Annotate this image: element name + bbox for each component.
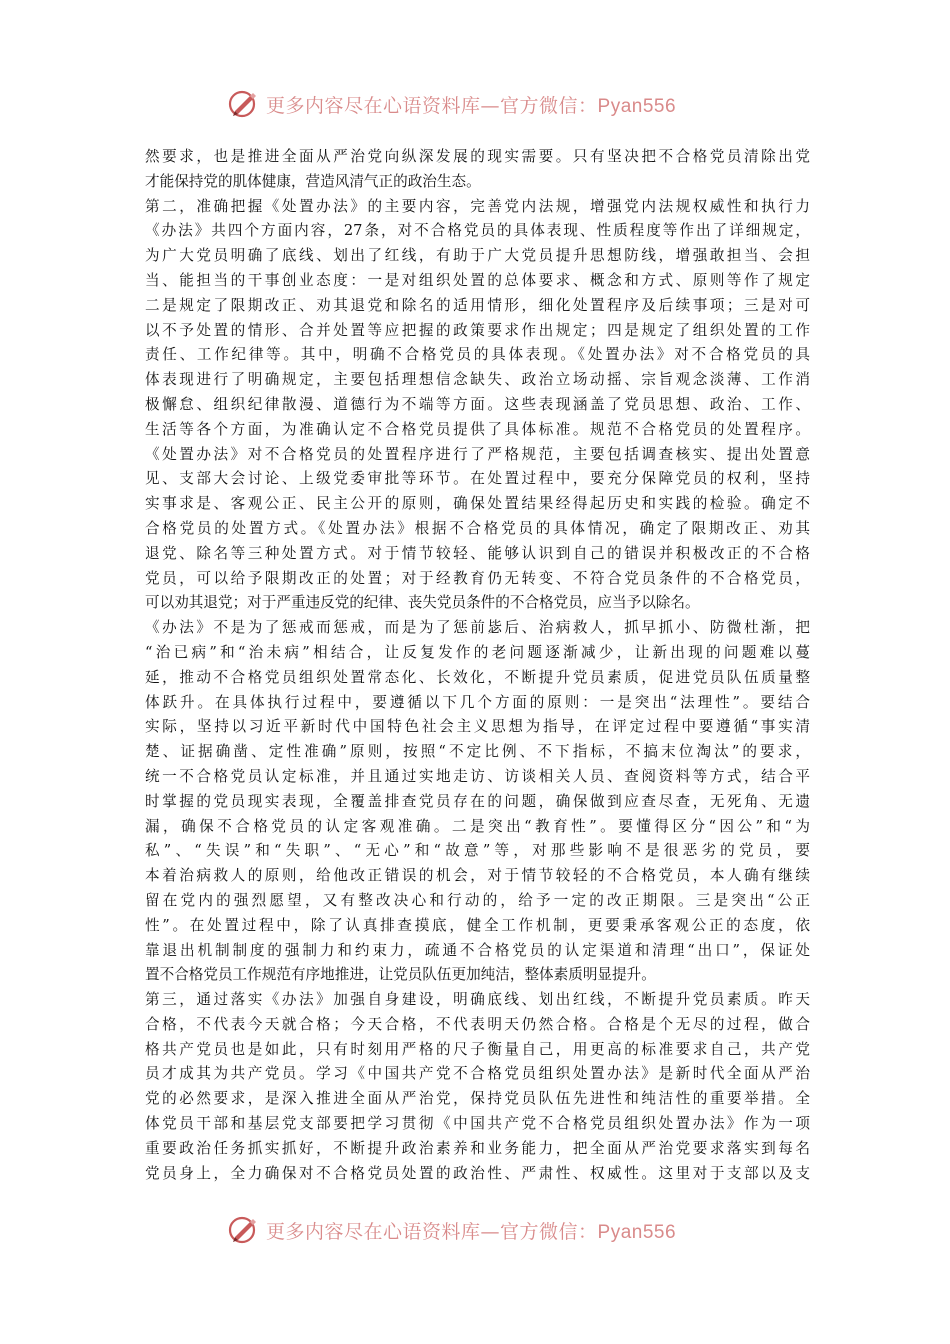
- text-line: 留在党内的强烈愿望，又有整改决心和行动的，给予一定的改正期限。三是突出“公正: [145, 891, 810, 909]
- text-line: 合格党员的处置方式。《处置办法》根据不合格党员的具体情况，确定了限期改正、劝其: [145, 519, 810, 537]
- text-line: 生活等各个方面，为准确认定不合格党员提供了具体标准。规范不合格党员的处置程序。: [145, 420, 810, 438]
- text-line: 格共产党员也是如此，只有时刻用严格的尺子衡量自己，用更高的标准要求自己，共产党: [145, 1040, 810, 1058]
- text-line: 退党、除名等三种处置方式。对于情节较轻、能够认识到自己的错误并积极改正的不合格: [145, 544, 810, 562]
- text-line: 二是规定了限期改正、劝其退党和除名的适用情形，细化处置程序及后续事项；三是对可: [145, 296, 810, 314]
- text-line: 体表现进行了明确规定，主要包括理想信念缺失、政治立场动摇、宗旨观念淡薄、工作消: [145, 371, 810, 389]
- text-line: 以不予处置的情形、合并处置等应把握的政策要求作出规定；四是规定了组织处置的工作: [145, 321, 810, 339]
- text-line: 合格，不代表今天就合格；今天合格，不代表明天仍然合格。合格是个无尽的过程，做合: [145, 1015, 810, 1033]
- text-line: 私”、“失误”和“失职”、“无心”和“故意”等，对那些影响不是很恶劣的党员，要: [145, 842, 810, 860]
- text-line: 见、支部大会讨论、上级党委审批等环节。在处置过程中，要充分保障党员的权利，坚持: [145, 470, 810, 488]
- text-line: 楚、证据确凿、定性准确”原则，按照“不定比例、不下指标，不搞末位淘汰”的要求，: [145, 743, 810, 761]
- text-line: “治已病”和“治未病”相结合，让反复发作的老问题逐渐减少，让新出现的问题难以蔓: [145, 643, 810, 661]
- text-line: 实事求是、客观公正、民主公开的原则，确保处置结果经得起历史和实践的检验。确定不: [145, 495, 810, 513]
- text-line: 才能保持党的肌体健康，营造风清气正的政治生态。: [145, 172, 481, 190]
- text-line: 性”。在处置过程中，除了认真排查摸底，健全工作机制，更要秉承客观公正的态度，依: [145, 916, 810, 934]
- text-line: 靠退出机制制度的强制力和约束力，疏通不合格党员的认定渠道和清理“出口”，保证处: [145, 941, 810, 959]
- text-line: 第二，准确把握《处置办法》的主要内容，完善党内法规，增强党内法规权威性和执行力: [145, 197, 810, 215]
- text-line: 第三，通过落实《办法》加强自身建设，明确底线、划出红线，不断提升党员素质。昨天: [145, 991, 810, 1009]
- text-line: 统一不合格党员认定标准，并且通过实地走访、访谈相关人员、查阅资料等方式，结合平: [145, 767, 810, 785]
- text-line: 体党员干部和基层党支部要把学习贯彻《中国共产党不合格党员组织处置办法》作为一项: [145, 1115, 810, 1133]
- footer-banner-text: 更多内容尽在心语资料库—官方微信：Pyan556: [266, 1220, 677, 1243]
- header-banner-text: 更多内容尽在心语资料库—官方微信：Pyan556: [266, 94, 677, 117]
- text-line: 员才成其为共产党员。学习《中国共产党不合格党员组织处置办法》是新时代全面从严治: [145, 1065, 810, 1083]
- text-line: 漏，确保不合格党员的认定客观准确。二是突出“教育性”。要懂得区分“因公”和“为: [145, 817, 810, 835]
- text-line: 责任、工作纪律等。其中，明确不合格党员的具体表现。《处置办法》对不合格党员的具: [145, 346, 810, 364]
- document-body: [145, 145, 810, 1186]
- footer-banner: [226, 1210, 676, 1250]
- pen-logo-icon: [226, 87, 260, 121]
- text-line: 实际，坚持以习近平新时代中国特色社会主义思想为指导，在评定过程中要遵循“事实清: [145, 718, 810, 736]
- pen-logo-icon: [226, 1213, 260, 1247]
- footer-wechat-id: Pyan556: [597, 1221, 677, 1243]
- text-line: 为广大党员明确了底线、划出了红线，有助于广大党员提升思想防线，增强敢担当、会担: [145, 247, 810, 265]
- text-line: 然要求，也是推进全面从严治党向纵深发展的现实需要。只有坚决把不合格党员清除出党: [145, 148, 810, 165]
- text-line: 体跃升。在具体执行过程中，要遵循以下几个方面的原则：一是突出“法理性”。要结合: [145, 693, 810, 711]
- text-line: 可以劝其退党；对于严重违反党的纪律、丧失党员条件的不合格党员，应当予以除名。: [145, 594, 700, 612]
- text-line: 《办法》不是为了惩戒而惩戒，而是为了惩前毖后、治病救人，抓早抓小、防微杜渐，把: [145, 619, 810, 637]
- text-line: 延，推动不合格党员组织处置常态化、长效化，不断提升党员素质，促进党员队伍质量整: [145, 668, 810, 686]
- text-line: 党员身上，全力确保对不合格党员处置的政治性、严肃性、权威性。这里对于支部以及支: [145, 1164, 810, 1182]
- text-line: 《办法》共四个方面内容，27条，对不合格党员的具体表现、性质程度等作出了详细规定，: [145, 222, 810, 240]
- text-line: 重要政治任务抓实抓好，不断提升政治素养和业务能力，把全面从严治党要求落实到每名: [145, 1139, 810, 1157]
- text-line: 党的必然要求，是深入推进全面从严治党，保持党员队伍先进性和纯洁性的重要举措。全: [145, 1090, 810, 1108]
- text-line: 当、能担当的干事创业态度：一是对组织处置的总体要求、概念和方式、原则等作了规定: [145, 271, 810, 289]
- text-line: 时掌握的党员现实表现，全覆盖排查党员存在的问题，确保做到应查尽查，无死角、无遗: [145, 792, 810, 810]
- text-line: 本着治病救人的原则，给他改正错误的机会，对于情节较轻的不合格党员，本人确有继续: [145, 867, 810, 885]
- header-banner: [226, 84, 676, 124]
- header-wechat-id: Pyan556: [597, 95, 677, 117]
- text-line: 《处置办法》对不合格党员的处置程序进行了严格规范，主要包括调查核实、提出处置意: [145, 445, 810, 463]
- text-line: 党员，可以给予限期改正的处置；对于经教育仍无转变、不符合党员条件的不合格党员，: [145, 569, 810, 587]
- text-line: 置不合格党员工作规范有序地推进，让党员队伍更加纯洁，整体素质明显提升。: [145, 966, 656, 984]
- text-line: 极懈怠、组织纪律散漫、道德行为不端等方面。这些表现涵盖了党员思想、政治、工作、: [145, 395, 810, 413]
